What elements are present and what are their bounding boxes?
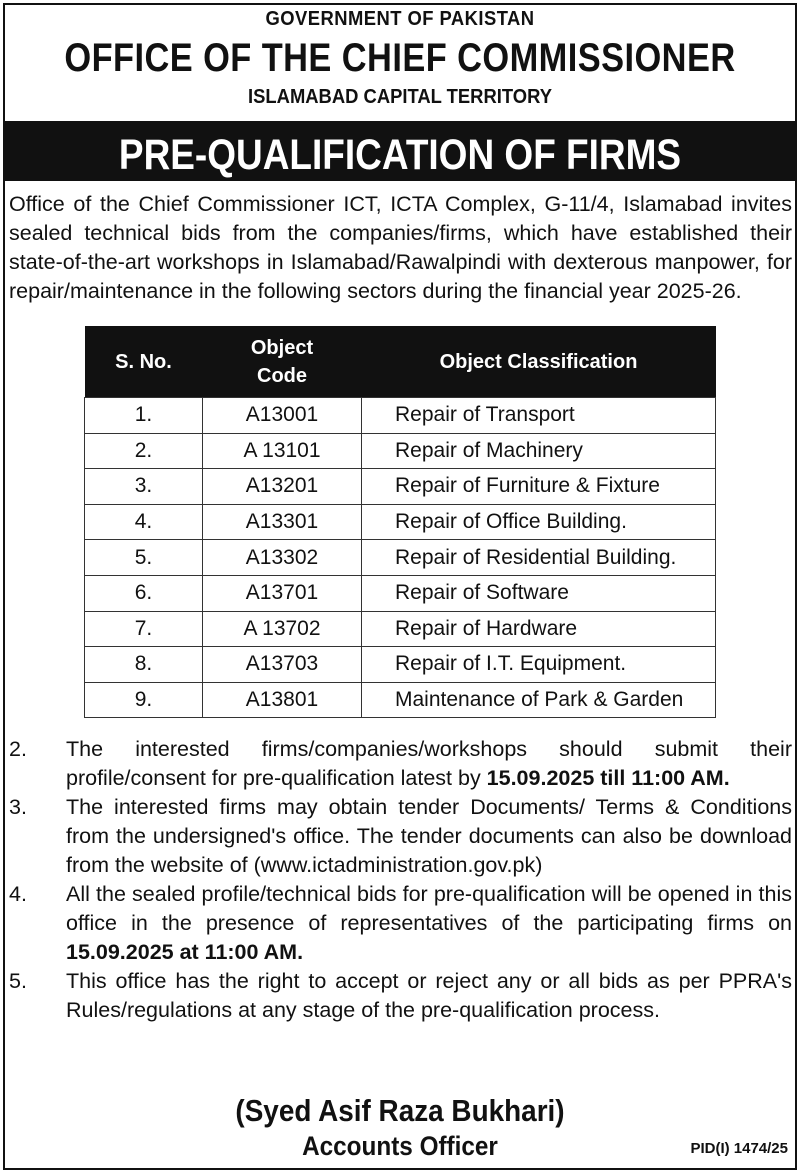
condition-number: 4.: [9, 882, 27, 906]
condition-item: [9, 880, 792, 967]
table-header-row: [85, 326, 716, 398]
condition-body: The interested firms may obtain tender Documents/ Terms & Conditions from the undersigned's office. The tender documents can also be download from the website of (www.ictadministration.gov.pk): [66, 795, 792, 877]
row-classification: Repair of Office Building.: [362, 504, 716, 540]
page-title: PRE-QUALIFICATION OF FIRMS: [118, 131, 682, 179]
condition-text: [66, 793, 792, 880]
row-object-code: A13301: [203, 504, 362, 540]
row-classification: Maintenance of Park & Garden: [362, 682, 716, 718]
row-classification: Repair of Transport: [362, 398, 716, 434]
condition-number: 3.: [9, 795, 27, 819]
row-classification: Repair of Residential Building.: [362, 540, 716, 576]
header-sno: S. No.: [85, 326, 203, 398]
row-object-code: A13302: [203, 540, 362, 576]
row-classification: Repair of I.T. Equipment.: [362, 647, 716, 683]
row-sno: 3.: [85, 469, 203, 505]
table-row: [85, 682, 716, 718]
conditions-list: [9, 735, 792, 1025]
row-classification: Repair of Hardware: [362, 611, 716, 647]
condition-text: [66, 967, 792, 1025]
condition-body: This office has the right to accept or reject any or all bids as per PPRA's Rules/regulations at any stage of the pre-qualification process.: [66, 969, 792, 1022]
row-sno: 1.: [85, 398, 203, 434]
row-classification: Repair of Software: [362, 575, 716, 611]
condition-text: [66, 735, 792, 793]
condition-item: [9, 967, 792, 1025]
table-row: [85, 398, 716, 434]
row-object-code: A13001: [203, 398, 362, 434]
row-object-code: A13801: [203, 682, 362, 718]
row-object-code: A13703: [203, 647, 362, 683]
header-classification: Object Classification: [362, 326, 716, 398]
table-row: [85, 540, 716, 576]
signatory-title: Accounts Officer: [302, 1131, 498, 1161]
condition-date: 15.09.2025 till 11:00 AM.: [486, 766, 730, 790]
condition-body: The interested firms/companies/workshops should submit their profile/consent for pre-qualification latest by: [66, 737, 792, 790]
object-classification-table: [84, 326, 716, 718]
table-row: [85, 504, 716, 540]
territory-heading: ISLAMABAD CAPITAL TERRITORY: [248, 86, 552, 108]
row-sno: 5.: [85, 540, 203, 576]
header-object-code-line1: Object: [250, 336, 314, 359]
condition-number: 5.: [9, 969, 27, 993]
header-object-code-line2: Code: [257, 364, 307, 387]
government-heading: GOVERNMENT OF PAKISTAN: [265, 8, 535, 30]
table-row: [85, 647, 716, 683]
row-sno: 7.: [85, 611, 203, 647]
condition-item: [9, 735, 792, 793]
row-classification: Repair of Machinery: [362, 433, 716, 469]
condition-number: 2.: [9, 737, 27, 761]
condition-date: 15.09.2025 at 11:00 AM.: [66, 940, 304, 964]
pid-number: PID(I) 1474/25: [690, 1140, 788, 1157]
row-object-code: A 13101: [203, 433, 362, 469]
row-sno: 4.: [85, 504, 203, 540]
row-sno: 6.: [85, 575, 203, 611]
table-row: [85, 469, 716, 505]
condition-text: [66, 880, 792, 967]
table-row: [85, 433, 716, 469]
table-row: [85, 575, 716, 611]
condition-body: All the sealed profile/technical bids for pre-qualification will be opened in this office in the presence of representatives of the participating firms on: [66, 882, 792, 935]
row-sno: 8.: [85, 647, 203, 683]
signatory-name: (Syed Asif Raza Bukhari): [235, 1093, 565, 1128]
office-heading: OFFICE OF THE CHIEF COMMISSIONER: [64, 36, 736, 80]
row-classification: Repair of Furniture & Fixture: [362, 469, 716, 505]
row-object-code: A13701: [203, 575, 362, 611]
intro-paragraph: Office of the Chief Commissioner ICT, ICTA Complex, G-11/4, Islamabad invites sealed technical bids from the companies/firms, which have established their state-of-the-art workshops in Islamabad/Rawalpindi with dexterous manpower, for repair/maintenance in the following sectors during the financial year 2025-26.: [9, 192, 792, 303]
table-row: [85, 611, 716, 647]
row-sno: 9.: [85, 682, 203, 718]
row-object-code: A 13702: [203, 611, 362, 647]
row-object-code: A13201: [203, 469, 362, 505]
condition-item: [9, 793, 792, 880]
row-sno: 2.: [85, 433, 203, 469]
header-object-code: [203, 326, 362, 398]
